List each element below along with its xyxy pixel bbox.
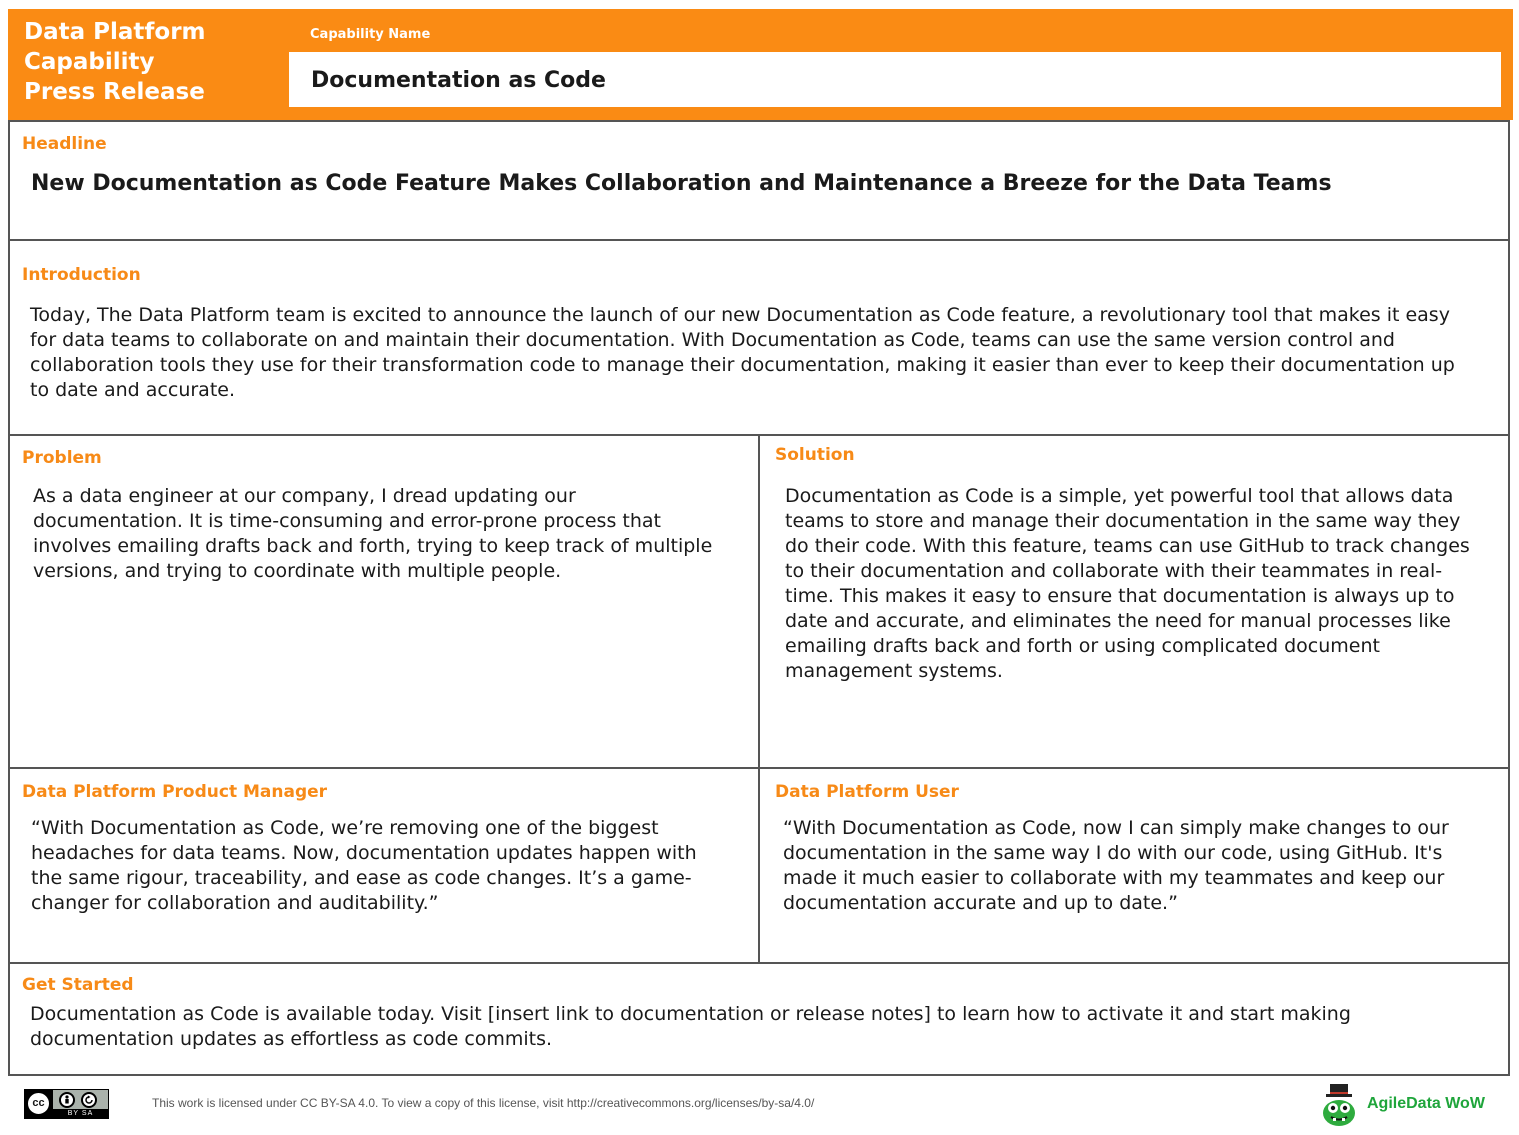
product-manager-label: Data Platform Product Manager [22, 782, 328, 802]
divider [8, 239, 1510, 241]
capability-name-field[interactable]: Documentation as Code [289, 52, 1501, 107]
by-sa-text: BY SA [53, 1109, 108, 1118]
product-manager-quote[interactable]: “With Documentation as Code, we’re removing one of the biggest headaches for data teams. Now, documentation updates happen with the same rigour, traceability, and ease as code changes. It’s a game-changer for collaboration and auditability.” [31, 817, 697, 914]
problem-text[interactable]: As a data engineer at our company, I dread updating our documentation. It is time-consuming and error-prone process that involves emailing drafts back and forth, trying to keep track of multiple versions, and trying to coordinate with multiple people. [33, 485, 713, 582]
license-text[interactable]: This work is licensed under CC BY-SA 4.0. To view a copy of this license, visit http://creativecommons.org/licenses/by-sa/4.0/ [152, 1096, 815, 1110]
user-quote[interactable]: “With Documentation as Code, now I can simply make changes to our documentation in the same way I do with our code, using GitHub. It's made it much easier to collaborate with my teammates and keep our documentation accurate and up to date.” [783, 817, 1449, 914]
user-label: Data Platform User [775, 782, 959, 802]
cc-license-badge[interactable] [24, 1089, 109, 1119]
capability-name-label: Capability Name [310, 27, 431, 42]
headline-text[interactable]: New Documentation as Code Feature Makes Collaboration and Maintenance a Breeze for the Data Teams [31, 171, 1332, 196]
agiledata-mascot-icon [1317, 1083, 1361, 1127]
headline-label: Headline [22, 134, 107, 154]
problem-label: Problem [22, 448, 102, 468]
agiledata-brand[interactable]: AgileData WoW [1367, 1095, 1485, 1112]
solution-label: Solution [775, 445, 855, 465]
sa-icon [81, 1092, 97, 1108]
cc-logo-icon: cc [26, 1091, 51, 1116]
solution-text[interactable]: Documentation as Code is a simple, yet powerful tool that allows data teams to store and manage their documentation in the same way they do their code. With this feature, teams can use GitHub to track changes to their documentation and collaborate with their teammates in real-time. This makes it easy to ensure that documentation is always up to date and accurate, and eliminates the need for manual processes like emailing drafts back and forth or using complicated document management systems. [785, 485, 1470, 682]
column-divider [758, 435, 760, 964]
by-icon [59, 1092, 75, 1108]
brand-title: Data Platform Capability Press Release [24, 19, 206, 105]
header-bar [8, 9, 1513, 120]
introduction-label: Introduction [22, 265, 141, 285]
get-started-label: Get Started [22, 975, 134, 995]
get-started-text[interactable]: Documentation as Code is available today. Visit [insert link to documentation or release notes] to learn how to activate it and start making documentation updates as effortless as code commits. [30, 1003, 1351, 1050]
introduction-text[interactable]: Today, The Data Platform team is excited to announce the launch of our new Documentation as Code feature, a revolutionary tool that makes it easy for data teams to collaborate on and maintain their documentation. With Documentation as Code, teams can use the same version control and collaboration tools they use for their transformation code to manage their documentation, making it easier than ever to keep their documentation up to date and accurate. [30, 304, 1455, 401]
